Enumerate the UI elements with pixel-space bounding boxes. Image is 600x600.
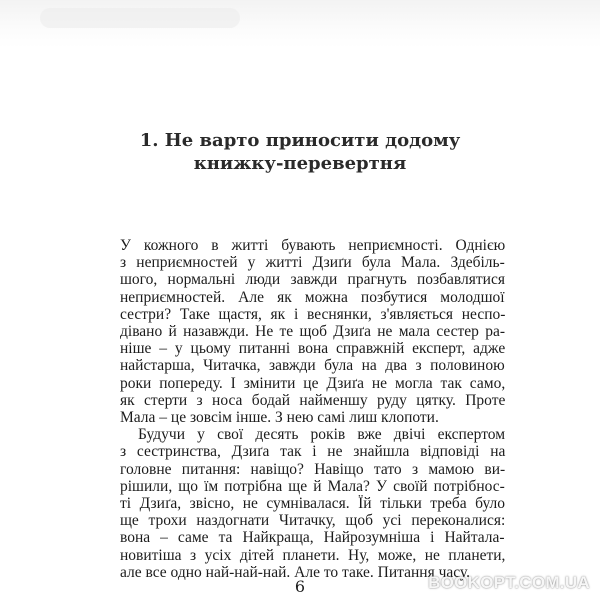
body-line-1: У кожного в житті бувають неприємності. Однією (120, 237, 506, 254)
body-line-10: як стерти з носа бодай найменшу руду цятку. Проте (120, 391, 506, 409)
body-line-2: з неприємностей у житті Дзиґи була Мала. Здебіль- (120, 254, 505, 272)
body-line-3: шого, нормальні люди завжди прагнуть позбавлятися (120, 271, 505, 289)
body-line-6: дівано й назавжди. Не те щоб Дзиґа не мала сестер ра- (120, 323, 506, 340)
body-line-12: Будучи у свої десять років вже двічі експертом (138, 426, 506, 444)
chapter-title-line-2: книжку-перевертня (193, 153, 407, 174)
body-line-7: ніше – у цьому питанні вона справжній експерт, адже (120, 340, 506, 358)
body-line-11: Мала – це зовсім інше. З нею самі лиш клопоти. (120, 409, 439, 426)
body-line-19: новитіша з усіх дітей планети. Ну, може, не планети, (120, 546, 506, 564)
body-line-5: сестри? Таке щастя, як і веснянки, з'являється неспо- (120, 305, 506, 323)
body-line-4: неприємностей. Але як можна позбутися молодшої (120, 288, 505, 306)
body-line-16: ті Дзиґа, звісно, не сумнівалася. Їй тільки треба було (120, 495, 506, 512)
chapter-title-line-1: 1. Не варто приносити додому (139, 130, 461, 151)
body-line-18: вона – саме та Найкраща, Найрозумніша і Найтала- (120, 529, 505, 547)
body-line-15: рішили, що їм потрібна ще й Мала? У своїй потрібнос- (120, 477, 505, 495)
body-line-20: але все одно най-най-най. Але то таке. Питання часу. (120, 563, 470, 581)
body-line-8: найстарша, Читачка, завжди була на два з половиною (120, 357, 505, 375)
body-line-13: з сестринства, Дзиґа так і не знайшла відповіді на (120, 443, 506, 461)
page-number: 6 (294, 577, 306, 596)
page-top-shadow (0, 0, 600, 48)
body-line-14: головне питання: навіщо? Навіщо тато з мамою ви- (120, 460, 506, 478)
watermark: BOOKOPT.COM.UA (428, 573, 590, 592)
body-line-9: роки попереду. І змінити це Дзиґа не могла так само, (120, 374, 506, 392)
body-line-17: ще трохи наздогнати Читачку, щоб усі переконалися: (120, 512, 506, 530)
bleed-through-smudge (40, 8, 240, 28)
